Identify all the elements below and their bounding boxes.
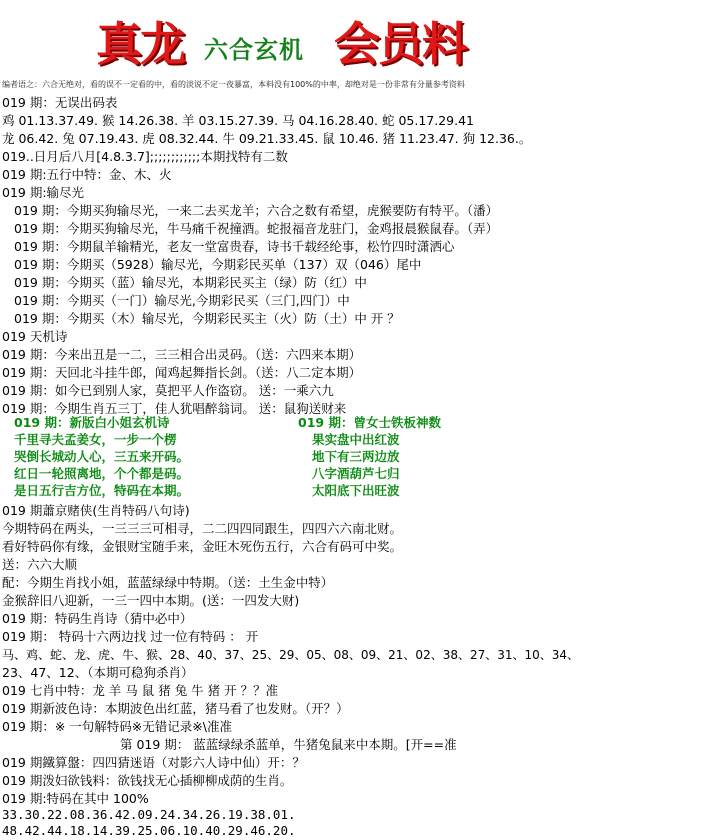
number-line: 33.30.22.08.36.42.09.24.34.26.19.38.01. xyxy=(2,807,296,822)
green-poem-line: 千里寻夫孟姜女，一步一个楞 xyxy=(14,432,177,447)
banner-title-part2: 六合玄机 xyxy=(204,35,304,64)
disclaimer: 编者语之：六合无绝对，看的误不一定看的中，看的淡说不定一夜暴富，本料没有100%的中率，却绝对是一份非常有分量参考资料 xyxy=(2,80,465,89)
text-line: 019 期：今期买（一门）输尽光,今期彩民买（三门,四门）中 xyxy=(14,293,350,308)
green-poem-left xyxy=(14,414,189,499)
banner-title xyxy=(96,8,516,72)
banner-title-part3: 会员料 xyxy=(334,17,466,71)
green-poem-left-title: 019 期：新版白小姐玄机诗 xyxy=(14,415,170,430)
text-line: 019 期：今期买（蓝）输尽光，本期彩民买主（绿）防（红）中 xyxy=(14,275,367,290)
text-line: 看好特码你有缘，金银财宝随手来，金旺木死伤五行，六合有码可中奖。 xyxy=(2,539,403,554)
text-line: 019 期：今期买（5928）输尽光，今期彩民买单（137）双（046）尾中 xyxy=(14,257,422,272)
text-line: 019 期： 特码十六两边找 过一位有特码 ： 开 xyxy=(2,629,259,644)
text-line: 019 期：今来出丑是一二，三三相合出灵码。（送：六四来本期） xyxy=(2,347,362,362)
text-line: 马、鸡、蛇、龙、虎、牛、猴、28、40、37、25、29、05、08、09、21、02、38、27、31、10、34、 xyxy=(2,648,580,662)
text-line: 019 期：无误出码表 xyxy=(2,95,118,110)
text-line: 送：六六大顺 xyxy=(2,557,78,572)
green-poem-line: 地下有三两边放 xyxy=(312,449,400,464)
green-poem-line: 八字酒葫芦七归 xyxy=(312,466,400,481)
text-line: 23、47、12、（本期可稳狗杀肖） xyxy=(2,665,194,680)
text-line: 019 期：特码生肖诗（猜中必中） xyxy=(2,611,193,626)
green-poem-line: 是日五行吉方位，特码在本期。 xyxy=(14,483,190,498)
text-line: 019 期：今期鼠羊输精光，老友一堂富贵春，诗书千载经纶事，松竹四时潇洒心 xyxy=(14,239,455,254)
text-line: 019 期：今期生肖五三丁，佳人犹唱醉翁词。 送：鼠狗送财来 xyxy=(2,401,347,416)
green-poem-line: 哭倒长城动人心，三五来开码。 xyxy=(14,449,190,464)
text-line: 鸡 01.13.37.49. 猴 14.26.38. 羊 03.15.27.39. 马 04.16.28.40. 蛇 05.17.29.41 xyxy=(2,113,474,128)
text-line: 019 期:五行中特：金、木、火 xyxy=(2,167,172,182)
green-poem-right xyxy=(298,414,441,499)
green-poem-line: 红日一轮照离地，个个都是码。 xyxy=(14,466,190,481)
number-line: 48.42.44.18.14.39.25.06.10.40.29.46.20. xyxy=(2,823,296,838)
text-line: 019 期蕭京赌侠(生肖特码八句诗) xyxy=(2,503,190,518)
text-line: 019 期：如今已到别人家，莫把平人作盗窃。 送：一乘六九 xyxy=(2,383,334,398)
text-line: 龙 06.42. 兔 07.19.43. 虎 08.32.44. 牛 09.21.33.45. 鼠 10.46. 猪 11.23.47. 狗 12.36.。 xyxy=(2,131,532,146)
banner-title-part1: 真龙 xyxy=(96,17,184,71)
text-line: 019 期：今期买（木）输尽光，今期彩民买主（火）防（土）中 开 ？ xyxy=(14,311,400,326)
text-line: 019 期：天回北斗挂牛郎，闻鸡起舞指长剑。（送：八二定本期） xyxy=(2,365,362,380)
text-line: 019 天机诗 xyxy=(2,329,68,344)
text-line: 019 七肖中特：龙 羊 马 鼠 猪 兔 牛 猪 开 ？？准 xyxy=(2,683,279,698)
text-line: 配：今期生肖找小姐，蓝蓝绿绿中特期。（送：土生金中特） xyxy=(2,575,334,590)
text-line: 金猴辞旧八迎新，一三一四中本期。(送：一四发大财) xyxy=(2,593,300,608)
text-line: 今期特码在两头，一三三三可相寻，二二四四同跟生，四四六六南北财。 xyxy=(2,521,403,536)
text-line: 第 019 期： 蓝蓝绿绿杀蓝单，牛猪兔鼠来中本期。[开==准 xyxy=(120,737,457,752)
text-line: 019 期新波色诗：本期波色出红蓝，猪马看了也发财。（开？） xyxy=(2,701,349,716)
text-line: 019 期鐵算盤：四四猜迷语（对影六人诗中仙）开：？ xyxy=(2,755,305,770)
green-poem-line: 果实盘中出红波 xyxy=(312,432,400,447)
text-line: 019 期：今期买狗输尽光，一来二去买龙羊；六合之数有希望，虎猴要防有特平。（潘） xyxy=(14,203,499,218)
text-line: 019 期：※ 一句解特码※无错记录※\准准 xyxy=(2,719,232,734)
text-line: 019 期:特码在其中 100% xyxy=(2,791,149,806)
text-line: 019 期：今期买狗输尽光，牛马痛千祝撞酒。蛇报福音龙驻门，金鸡报晨猴鼠春。（弄） xyxy=(14,221,499,236)
text-line: 019 期:输尽光 xyxy=(2,185,85,200)
green-poem-line: 太阳底下出旺波 xyxy=(312,483,400,498)
text-line: 019 期泼妇欲钱料：欲钱找无心插柳柳成荫的生肖。 xyxy=(2,773,293,788)
green-poem-right-title: 019 期：曾女士铁板神数 xyxy=(298,415,441,430)
text-line: 019..日月后八月[4.8.3.7];;;;;;;;;;;;本期找特有二数 xyxy=(2,149,288,164)
